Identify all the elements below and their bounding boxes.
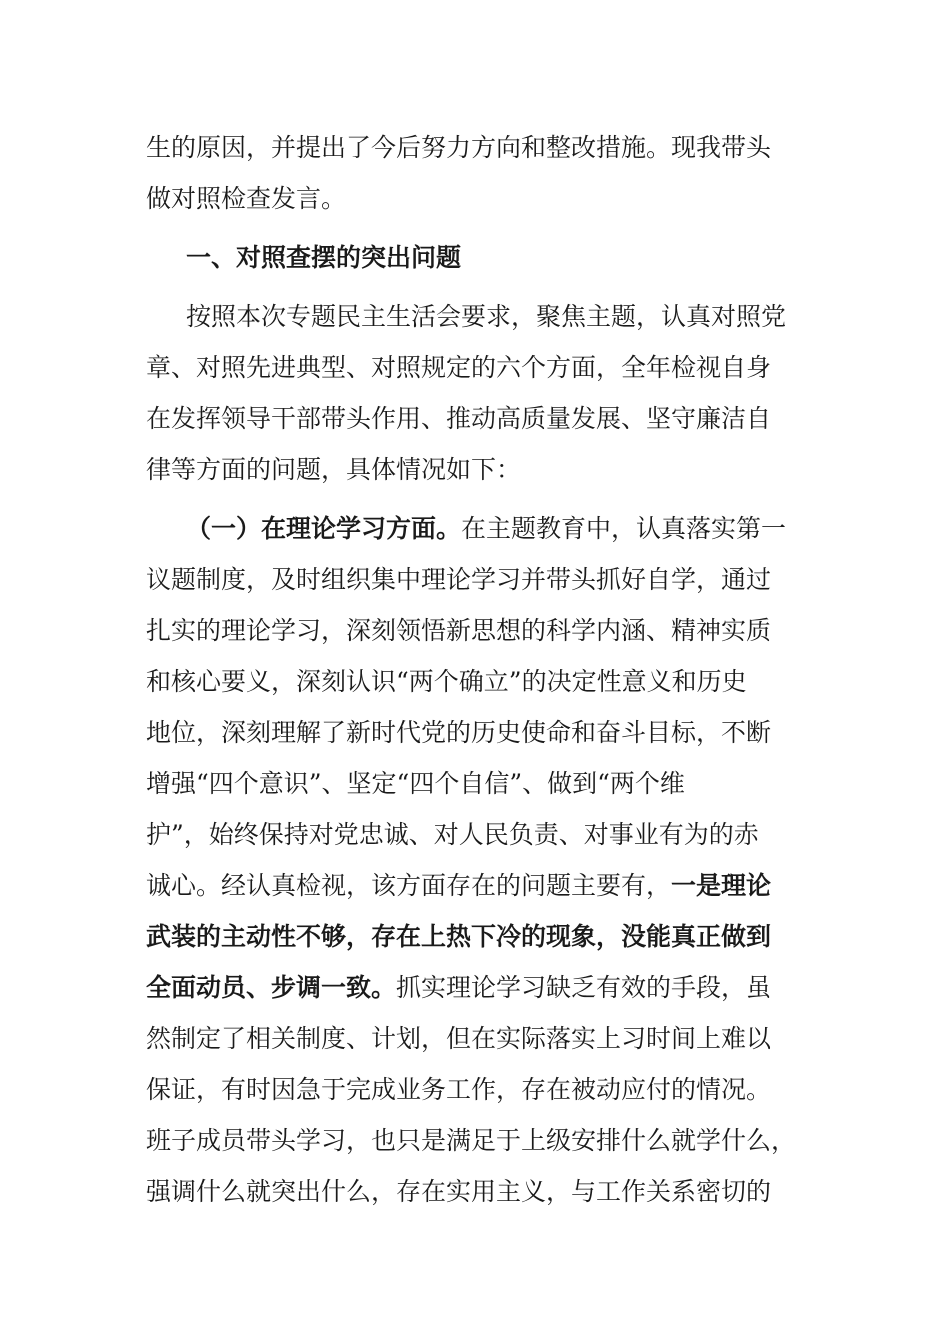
text-line: 全面动员、步调一致。抓实理论学习缺乏有效的手段，虽 [146,973,772,1002]
subsection-title: （一）在理论学习方面。 [186,514,462,543]
paragraph-intro-continuation [146,122,796,224]
text-line: 班子成员带头学习，也只是满足于上级安排什么就学什么， [146,1126,797,1155]
text-line: 强调什么就突出什么，存在实用主义，与工作关系密切的 [146,1177,772,1206]
emphasis-line: 武装的主动性不够，存在上热下冷的现象，没能真正做到 [146,922,772,951]
section-heading [146,232,796,283]
paragraph-overview [146,291,796,495]
paragraph-theory-study [146,503,796,1217]
text-line: （一）在理论学习方面。在主题教育中，认真落实第一 [186,514,787,543]
text-line: 护”，始终保持对党忠诚、对人民负责、对事业有为的赤 [146,820,759,849]
text-line: 议题制度，及时组织集中理论学习并带头抓好自学，通过 [146,565,772,594]
text-line: 地位，深刻理解了新时代党的历史使命和奋斗目标，不断 [146,718,772,747]
text-line: 诚心。经认真检视，该方面存在的问题主要有，一是理论 [146,871,772,900]
text-line: 律等方面的问题，具体情况如下： [146,455,522,484]
document-body [146,122,796,1217]
text-line: 保证，有时因急于完成业务工作，存在被动应付的情况。 [146,1075,772,1104]
text-line: 生的原因，并提出了今后努力方向和整改措施。现我带头 [146,133,772,162]
emphasis-text: 一是理论 [671,871,772,900]
text-line: 按照本次专题民主生活会要求，聚焦主题，认真对照党 [186,302,787,331]
text-line: 增强“四个意识”、坚定“四个自信”、做到“两个维 [146,769,685,798]
text-line: 和核心要义，深刻认识“两个确立”的决定性意义和历史 [146,667,747,696]
section-title: 一、对照查摆的突出问题 [186,243,462,272]
text-line: 章、对照先进典型、对照规定的六个方面，全年检视自身 [146,353,772,382]
emphasis-text: 全面动员、步调一致。 [146,973,397,1002]
text-line: 做对照检查发言。 [146,184,347,213]
text-line: 扎实的理论学习，深刻领悟新思想的科学内涵、精神实质 [146,616,772,645]
text-line: 然制定了相关制度、计划，但在实际落实上习时间上难以 [146,1024,772,1053]
text-line: 在发挥领导干部带头作用、推动高质量发展、坚守廉洁自 [146,404,772,433]
